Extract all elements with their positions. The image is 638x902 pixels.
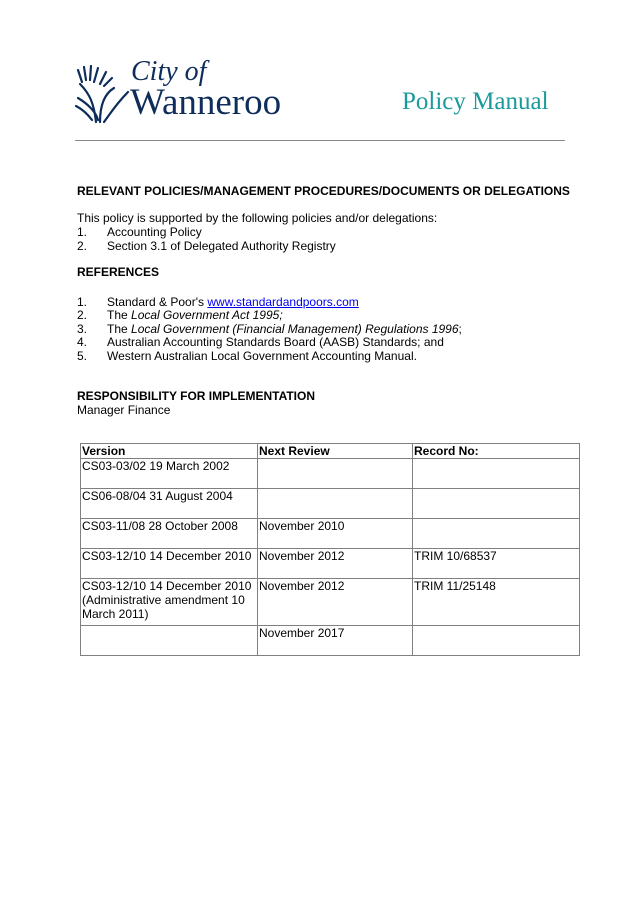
list-number: 4. — [77, 335, 88, 349]
column-header: Version — [81, 444, 258, 459]
table-cell — [81, 626, 258, 656]
table-row — [81, 459, 580, 489]
table-cell: CS06-08/04 31 August 2004 — [81, 489, 258, 519]
column-header: Next Review — [258, 444, 413, 459]
list-item: Section 3.1 of Delegated Authority Registry — [107, 239, 336, 253]
reference-text: The — [107, 322, 132, 336]
reference-title: Local Government Act 1995; — [131, 308, 283, 322]
table-cell: CS03-12/10 14 December 2010 — [81, 549, 258, 579]
reference-item — [107, 308, 283, 322]
table-row — [81, 626, 580, 656]
logo-text-wanneroo: Wanneroo — [130, 82, 282, 123]
table-cell: November 2017 — [258, 626, 413, 656]
list-number: 1. — [77, 295, 88, 309]
table-cell: CS03-12/10 14 December 2010 (Administrative amendment 10 March 2011) — [81, 579, 258, 626]
reference-text: The — [107, 308, 132, 322]
kangaroo-paw-logo-icon — [74, 64, 130, 124]
reference-item — [107, 322, 462, 336]
table-row — [81, 579, 580, 626]
relevant-policies-heading: RELEVANT POLICIES/MANAGEMENT PROCEDURES/DOCUMENTS OR DELEGATIONS — [77, 184, 570, 198]
references-heading: REFERENCES — [77, 265, 160, 279]
list-number: 2. — [77, 308, 88, 322]
reference-title: Local Government (Financial Management) Regulations 1996 — [131, 322, 459, 336]
reference-item: Australian Accounting Standards Board (AASB) Standards; and — [107, 335, 444, 349]
table-cell: TRIM 11/25148 — [413, 579, 580, 626]
column-header: Record No: — [413, 444, 580, 459]
policies-intro: This policy is supported by the following policies and/or delegations: — [77, 211, 438, 225]
table-cell: November 2012 — [258, 549, 413, 579]
list-number: 1. — [77, 225, 88, 239]
table-cell — [413, 459, 580, 489]
version-history-table — [80, 443, 580, 656]
table-cell: TRIM 10/68537 — [413, 549, 580, 579]
table-cell — [413, 489, 580, 519]
table-cell — [413, 626, 580, 656]
responsibility-text: Manager Finance — [77, 403, 171, 417]
reference-text: Standard & Poor's — [107, 295, 208, 309]
reference-item — [107, 295, 359, 309]
table-cell — [413, 519, 580, 549]
table-row — [81, 519, 580, 549]
table-cell: CS03-11/08 28 October 2008 — [81, 519, 258, 549]
logo-text-city-of: City of — [131, 56, 207, 87]
table-cell: CS03-03/02 19 March 2002 — [81, 459, 258, 489]
table-cell: November 2012 — [258, 579, 413, 626]
list-number: 2. — [77, 239, 88, 253]
list-number: 3. — [77, 322, 88, 336]
header-divider — [75, 140, 565, 141]
list-number: 5. — [77, 349, 88, 363]
table-row — [81, 489, 580, 519]
standardandpoors-link[interactable]: www.standardandpoors.com — [207, 295, 359, 309]
table-header-row — [81, 444, 580, 459]
policy-manual-title: Policy Manual — [402, 88, 549, 115]
list-item: Accounting Policy — [107, 225, 202, 239]
table-row — [81, 549, 580, 579]
reference-item: Western Australian Local Government Accounting Manual. — [107, 349, 417, 363]
table-cell — [258, 459, 413, 489]
responsibility-heading: RESPONSIBILITY FOR IMPLEMENTATION — [77, 389, 316, 403]
reference-text: ; — [458, 322, 462, 336]
table-cell — [258, 489, 413, 519]
table-cell: November 2010 — [258, 519, 413, 549]
